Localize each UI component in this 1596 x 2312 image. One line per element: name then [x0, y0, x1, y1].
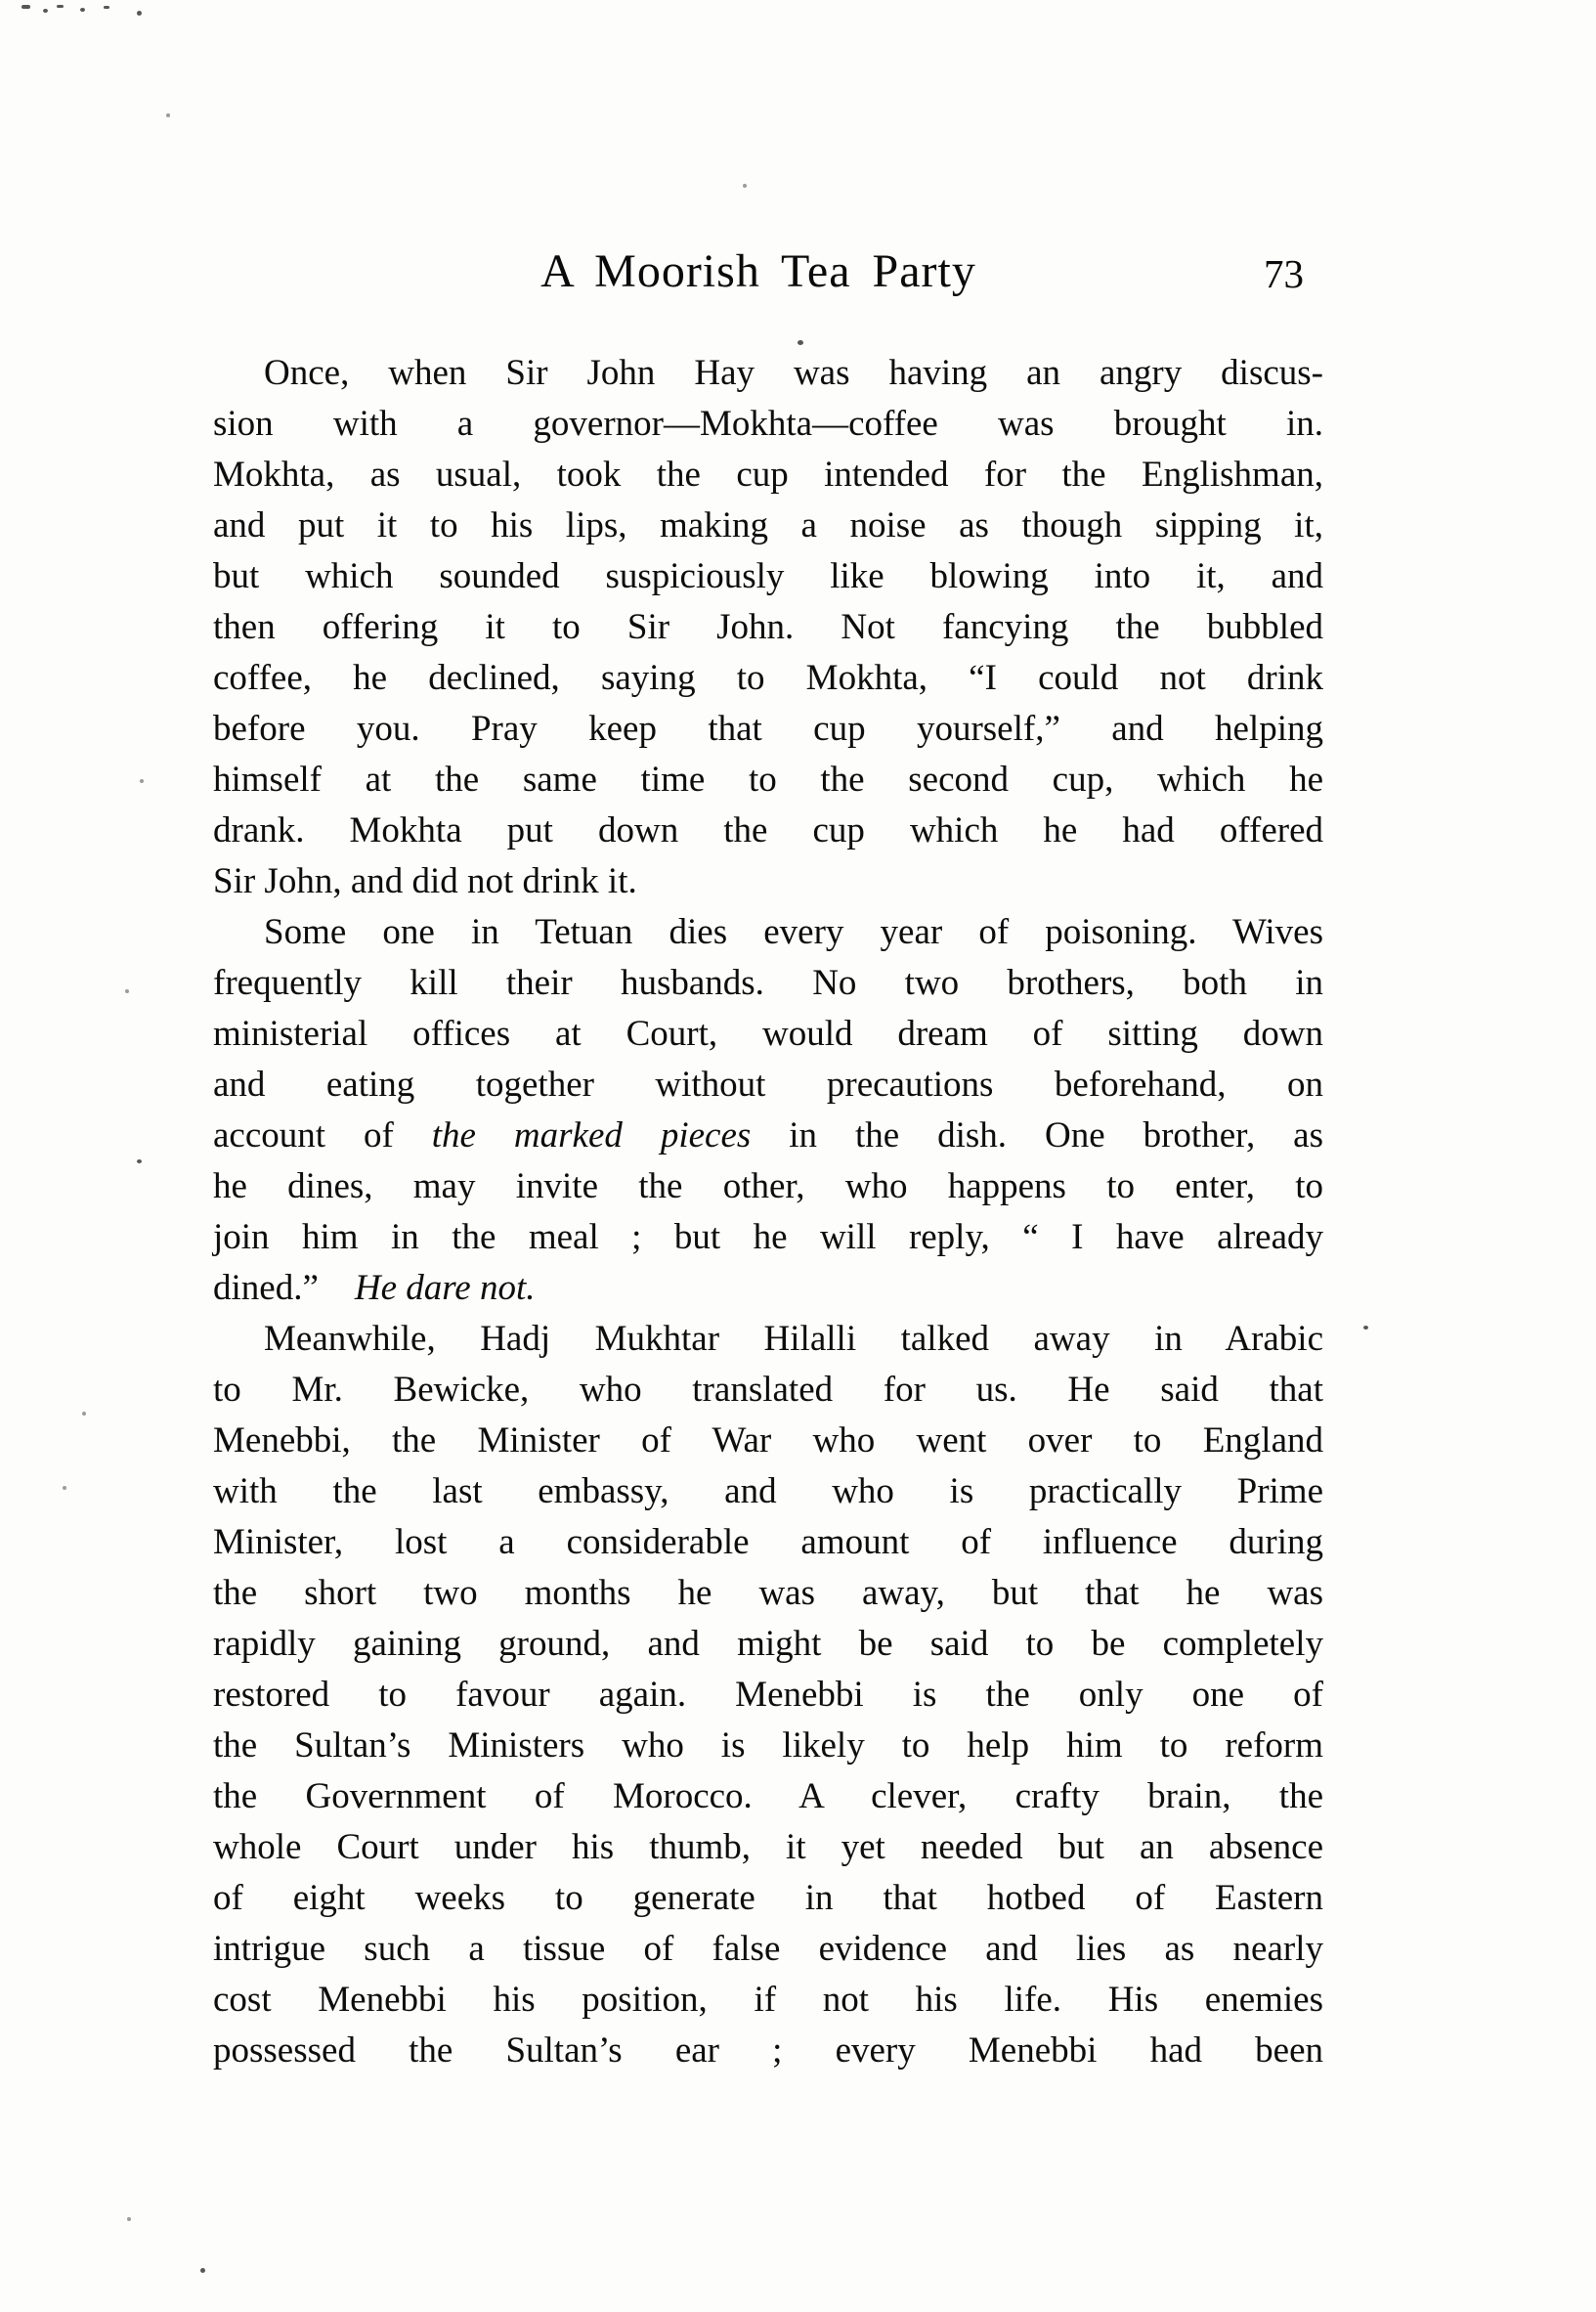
text-segment: intrigue such a tissue of false evidence and lies as nearly [213, 1929, 1323, 1969]
text-line [213, 1568, 1323, 1619]
text-segment: Menebbi, the Minister of War who went over to England [213, 1420, 1323, 1461]
text-line [213, 653, 1323, 704]
text-line [213, 1060, 1323, 1111]
scan-speck [200, 2268, 205, 2273]
text-line [213, 755, 1323, 806]
scan-speck [82, 1412, 86, 1416]
text-segment: he dines, may invite the other, who happens to enter, to [213, 1166, 1323, 1206]
text-line [213, 1365, 1323, 1416]
text-line [213, 806, 1323, 856]
page-header [213, 242, 1323, 301]
text-line [213, 856, 1323, 907]
scan-speck [125, 989, 129, 993]
scan-speck [1363, 1326, 1368, 1330]
scan-speck [22, 5, 30, 9]
text-line [213, 1670, 1323, 1721]
text-segment: then offering it to Sir John. Not fancying the bubbled [213, 607, 1323, 647]
text-segment: whole Court under his thumb, it yet needed but an absence [213, 1827, 1323, 1867]
scan-speck [798, 340, 803, 345]
scan-speck [743, 184, 747, 188]
text-line [213, 551, 1323, 602]
text-line [213, 907, 1323, 958]
text-line [213, 1721, 1323, 1771]
text-line [213, 501, 1323, 551]
text-segment: and put it to his lips, making a noise as though sipping it, [213, 505, 1323, 545]
text-line [213, 1975, 1323, 2026]
text-segment: to Mr. Bewicke, who translated for us. He said that [213, 1370, 1323, 1410]
text-segment: rapidly gaining ground, and might be said to be completely [213, 1624, 1323, 1664]
text-segment: possessed the Sultan’s ear ; every Menebbi had been [213, 2030, 1323, 2071]
italic-text: the marked pieces [431, 1115, 752, 1156]
text-line [213, 1771, 1323, 1822]
scan-speck [63, 1486, 66, 1490]
text-segment: sion with a governor—Mokhta—coffee was brought in. [213, 404, 1323, 444]
text-line [213, 348, 1323, 399]
text-segment: ministerial offices at Court, would dream of sitting down [213, 1014, 1323, 1054]
text-segment: Minister, lost a considerable amount of influence during [213, 1522, 1323, 1562]
text-segment: cost Menebbi his position, if not his life. His enemies [213, 1980, 1323, 2020]
text-segment: in the dish. One brother, as [751, 1115, 1323, 1156]
scan-speck [137, 11, 142, 16]
text-segment: himself at the same time to the second cup, which he [213, 760, 1323, 800]
text-segment: drank. Mokhta put down the cup which he had offered [213, 810, 1323, 851]
text-segment: Once, when Sir John Hay was having an angry discus- [264, 353, 1323, 393]
text-block [213, 348, 1323, 2076]
text-segment: and eating together without precautions beforehand, on [213, 1065, 1323, 1105]
text-line [213, 602, 1323, 653]
text-line [213, 1263, 1323, 1314]
text-line [213, 1314, 1323, 1365]
text-segment: the Sultan’s Ministers who is likely to help him to reform [213, 1725, 1323, 1766]
scan-speck [140, 779, 144, 783]
text-segment: restored to favour again. Menebbi is the only one of [213, 1675, 1323, 1715]
scan-speck [127, 2217, 131, 2221]
text-segment: frequently kill their husbands. No two brothers, both in [213, 963, 1323, 1003]
text-segment: join him in the meal ; but he will reply, “ I have already [213, 1217, 1323, 1257]
text-line [213, 1924, 1323, 1975]
page-title: A Moorish Tea Party [540, 245, 976, 297]
scan-speck [57, 5, 64, 8]
text-segment: the short two months he was away, but that he was [213, 1573, 1323, 1613]
text-line [213, 1822, 1323, 1873]
text-segment: Mokhta, as usual, took the cup intended for the Englishman, [213, 455, 1323, 495]
text-segment: but which sounded suspiciously like blowing into it, and [213, 556, 1323, 596]
text-line [213, 1517, 1323, 1568]
text-segment: coffee, he declined, saying to Mokhta, “I could not drink [213, 658, 1323, 698]
scan-speck [43, 9, 48, 13]
text-segment: before you. Pray keep that cup yourself,” and helping [213, 709, 1323, 749]
text-line [213, 1873, 1323, 1924]
text-line [213, 450, 1323, 501]
text-line [213, 1009, 1323, 1060]
text-segment: with the last embassy, and who is practically Prime [213, 1471, 1323, 1511]
scan-speck [104, 6, 109, 9]
text-line [213, 1466, 1323, 1517]
italic-text: He dare not. [354, 1268, 536, 1308]
text-segment: Meanwhile, Hadj Mukhtar Hilalli talked away in Arabic [264, 1319, 1323, 1359]
scan-speck [137, 1159, 142, 1163]
text-line [213, 399, 1323, 450]
text-line [213, 704, 1323, 755]
text-line [213, 1416, 1323, 1466]
text-segment: the Government of Morocco. A clever, crafty brain, the [213, 1776, 1323, 1816]
text-segment: Some one in Tetuan dies every year of poisoning. Wives [264, 912, 1323, 952]
text-line [213, 1111, 1323, 1161]
text-segment: dined.” [213, 1268, 355, 1308]
page-number: 73 [1264, 251, 1304, 296]
text-segment: of eight weeks to generate in that hotbed of Eastern [213, 1878, 1323, 1918]
scan-speck [166, 113, 170, 117]
text-segment: account of [213, 1115, 432, 1156]
text-line [213, 2026, 1323, 2076]
text-line [213, 1619, 1323, 1670]
text-line [213, 1212, 1323, 1263]
text-line [213, 1161, 1323, 1212]
scan-speck [80, 8, 85, 12]
text-line [213, 958, 1323, 1009]
text-segment: Sir John, and did not drink it. [213, 861, 637, 901]
